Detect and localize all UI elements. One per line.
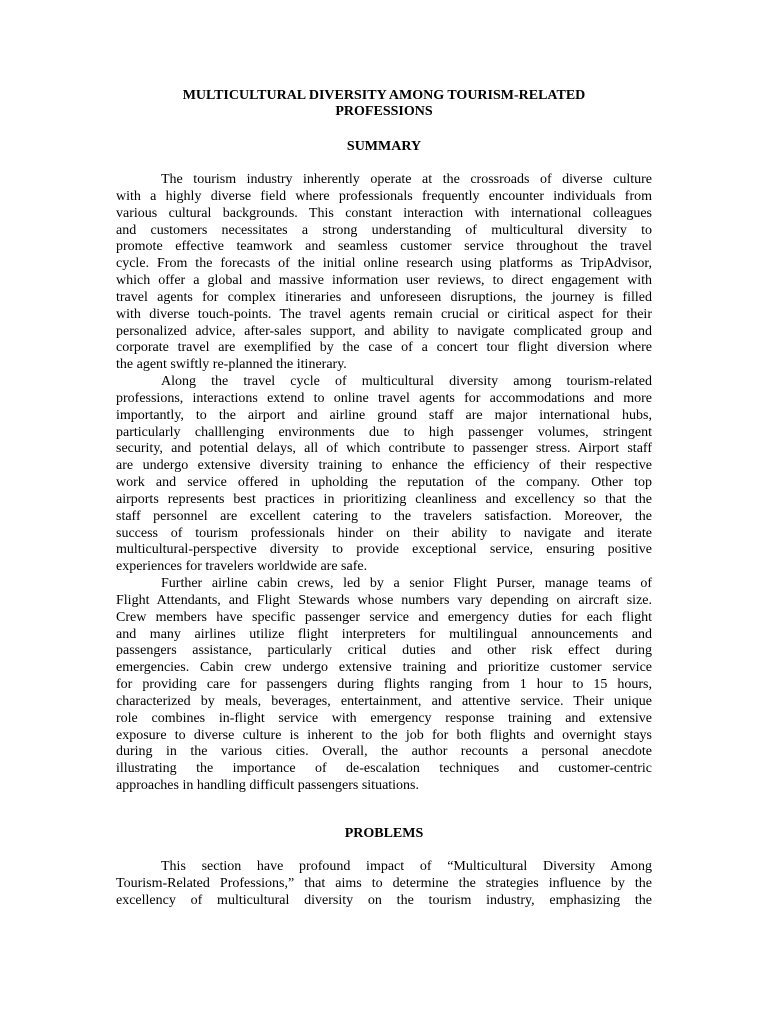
text-line: role combines in-flight service with emergency response training and extensive: [116, 710, 652, 726]
text-line: Further airline cabin crews, led by a senior Flight Purser, manage teams of: [161, 576, 652, 591]
text-line: corporate travel are exemplified by the case of a concert tour flight diversion where: [116, 340, 652, 356]
text-line: passengers assistance, particularly critical duties and other risk effect during: [116, 643, 652, 659]
text-line: personalized advice, after-sales support, and ability to navigate complicated group and: [116, 323, 652, 339]
text-line: success of tourism professionals hinder on their ability to navigate and iterate: [116, 525, 652, 541]
summary-paragraph-3: [116, 576, 652, 795]
text-line: with a highly diverse field where professionals frequently encounter individuals from: [116, 188, 652, 204]
text-line: illustrating the importance of de-escalation techniques and customer-centric: [116, 761, 652, 777]
text-line: characterized by meals, beverages, entertainment, and attentive service. Their unique: [116, 693, 652, 709]
text-line: Flight Attendants, and Flight Stewards whose numbers vary depending on aircraft size.: [116, 592, 652, 608]
text-line: airports represents best practices in prioritizing cleanliness and excellency so that the: [116, 491, 652, 507]
text-line: work and service offered in upholding the reputation of the company. Other top: [116, 475, 652, 491]
title-line: MULTICULTURAL DIVERSITY AMONG TOURISM-RELATED: [182, 88, 586, 103]
problems-heading: PROBLEMS: [344, 826, 424, 841]
summary-paragraph-1: [116, 172, 652, 374]
text-line: cycle. From the forecasts of the initial online research using platforms as TripAdvisor,: [116, 256, 652, 272]
text-line: experiences for travelers worldwide are safe.: [116, 559, 368, 575]
title-line: PROFESSIONS: [335, 104, 433, 119]
text-line: excellency of multicultural diversity on the tourism industry, emphasizing the: [116, 892, 652, 908]
text-line: during in the various cities. Overall, the author recounts a personal anecdote: [116, 744, 652, 760]
text-line: This section have profound impact of “Multicultural Diversity Among: [161, 859, 652, 874]
text-line: promote effective teamwork and seamless customer service throughout the travel: [116, 239, 652, 255]
problems-paragraph: [116, 859, 652, 910]
text-line: Crew members have specific passenger service and emergency duties for each flight: [116, 609, 652, 625]
text-line: The tourism industry inherently operate at the crossroads of diverse culture: [161, 172, 652, 187]
text-line: and many airlines utilize flight interpreters for multilingual announcements and: [116, 626, 652, 642]
text-line: professions, interactions extend to online travel agents for accommodations and more: [116, 390, 652, 406]
text-line: importantly, to the airport and airline ground staff are major international hubs,: [116, 407, 652, 423]
document-title: [116, 88, 652, 120]
text-line: multicultural-perspective diversity to provide exceptional service, ensuring positive: [116, 542, 652, 558]
text-line: with diverse touch-points. The travel agents remain crucial or ciritical aspect for their: [116, 306, 652, 322]
text-line: Along the travel cycle of multicultural diversity among tourism-related: [161, 374, 652, 389]
text-line: travel agents for complex itineraries and unforeseen disruptions, the journey is filled: [116, 289, 652, 305]
text-line: emergencies. Cabin crew undergo extensive training and prioritize customer service: [116, 660, 652, 676]
text-line: staff personnel are excellent catering to the travelers satisfaction. Moreover, the: [116, 508, 652, 524]
text-line: the agent swiftly re-planned the itinerary.: [116, 357, 347, 373]
text-line: which offer a global and massive information user reviews, to direct engagement with: [116, 273, 652, 289]
summary-heading: SUMMARY: [346, 139, 422, 154]
text-line: security, and potential delays, all of which contribute to passenger stress. Airport staff: [116, 441, 652, 457]
text-line: particularly challlenging environments due to high passenger volumes, stringent: [116, 424, 652, 440]
summary-paragraph-2: [116, 374, 652, 576]
text-line: exposure to diverse culture is inherent to the job for both flights and overnight stays: [116, 727, 652, 743]
text-line: Tourism-Related Professions,” that aims to determine the strategies influence by the: [116, 875, 652, 891]
text-line: approaches in handling difficult passengers situations.: [116, 778, 420, 794]
text-line: various cultural backgrounds. This constant interaction with international colleagues: [116, 205, 652, 221]
text-line: and customers necessitates a strong understanding of multicultural diversity to: [116, 222, 652, 238]
text-line: are undergo extensive diversity training to enhance the efficiency of their respective: [116, 458, 652, 474]
text-line: for providing care for passengers during flights ranging from 1 hour to 15 hours,: [116, 677, 652, 693]
